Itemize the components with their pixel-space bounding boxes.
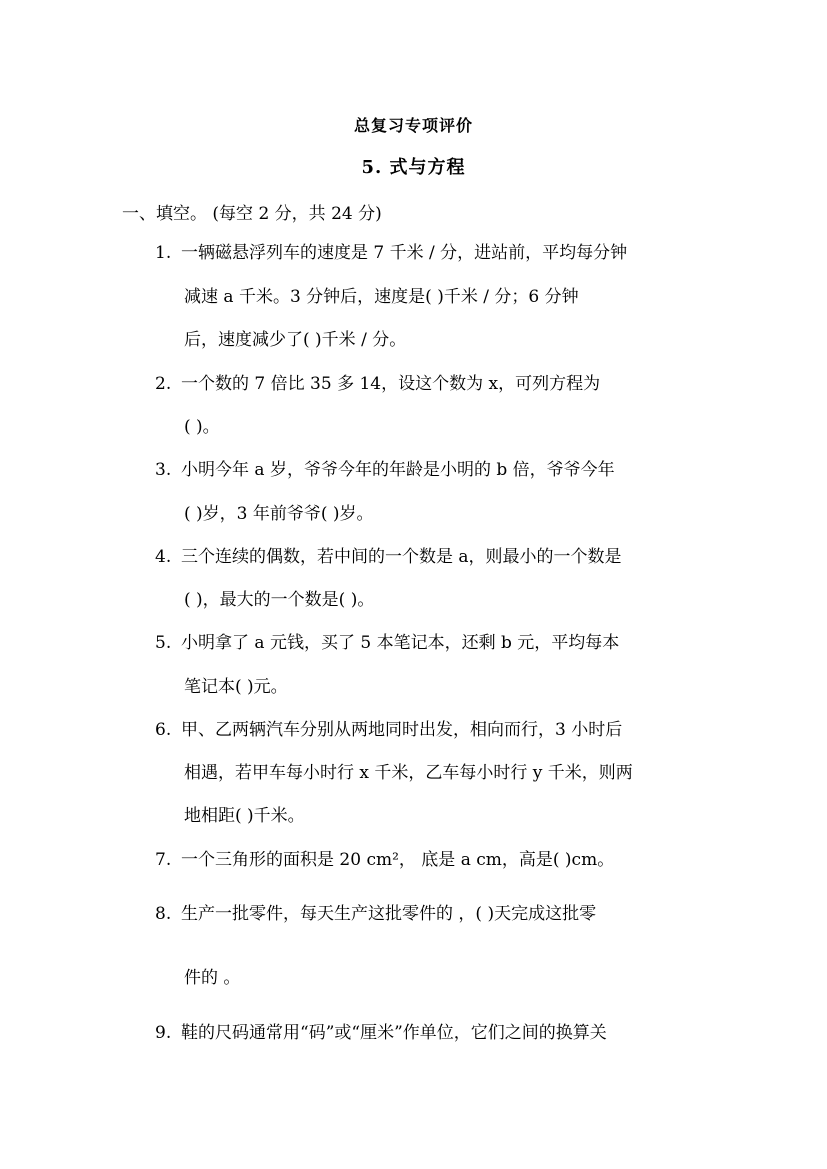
question-4 [155, 546, 622, 568]
question-6 [155, 719, 622, 741]
question-text: 小明拿了 a 元钱，买了 5 本笔记本，还剩 b 元，平均每本 [181, 633, 620, 653]
question-number: 2. [155, 374, 172, 394]
question-8 [155, 903, 596, 925]
question-number: 7. [155, 850, 172, 870]
question-5-line-2: 笔记本( )元。 [184, 677, 288, 697]
question-number: 6. [155, 720, 172, 740]
question-number: 3. [155, 460, 172, 480]
question-1 [155, 242, 627, 264]
question-text: 小明今年 a 岁，爷爷今年的年龄是小明的 b 倍，爷爷今年 [181, 460, 615, 480]
question-5 [155, 632, 619, 654]
question-2-line-2: ( )。 [184, 417, 220, 437]
question-number: 5. [155, 633, 172, 653]
question-1-line-3: 后，速度减少了( )千米 / 分。 [184, 330, 407, 350]
question-text: 三个连续的偶数，若中间的一个数是 a，则最小的一个数是 [181, 547, 622, 567]
question-6-line-2: 相遇，若甲车每小时行 x 千米，乙车每小时行 y 千米，则两 [184, 763, 633, 783]
question-text: 生产一批零件，每天生产这批零件的 ，( )天完成这批零 [181, 904, 597, 924]
question-4-line-2: ( )，最大的一个数是( )。 [184, 590, 375, 610]
section-heading: 一、填空。 (每空 2 分，共 24 分) [122, 204, 382, 224]
question-text: 一个三角形的面积是 20 cm²， 底是 a cm，高是( )cm。 [181, 850, 615, 870]
question-7 [155, 849, 614, 871]
question-2 [155, 373, 600, 395]
question-text: 鞋的尺码通常用“码”或“厘米”作单位，它们之间的换算关 [181, 1023, 607, 1043]
page-title: 总复习专项评价 [353, 116, 473, 135]
question-text: 一个数的 7 倍比 35 多 14，设这个数为 x，可列方程为 [181, 374, 601, 394]
question-1-line-2: 减速 a 千米。3 分钟后，速度是( )千米 / 分；6 分钟 [184, 287, 579, 307]
question-9 [155, 1022, 607, 1044]
page-subtitle: 5. 式与方程 [361, 157, 466, 178]
question-text: 一辆磁悬浮列车的速度是 7 千米 / 分，进站前，平均每分钟 [181, 243, 628, 263]
question-number: 1. [155, 243, 172, 263]
question-number: 4. [155, 547, 172, 567]
question-number: 9. [155, 1023, 172, 1043]
question-6-line-3: 地相距( )千米。 [184, 806, 305, 826]
question-text: 甲、乙两辆汽车分别从两地同时出发，相向而行，3 小时后 [181, 720, 623, 740]
question-3 [155, 459, 615, 481]
question-3-line-2: ( )岁，3 年前爷爷( )岁。 [184, 504, 374, 524]
question-8-line-2: 件的 。 [184, 968, 241, 988]
question-number: 8. [155, 904, 172, 924]
